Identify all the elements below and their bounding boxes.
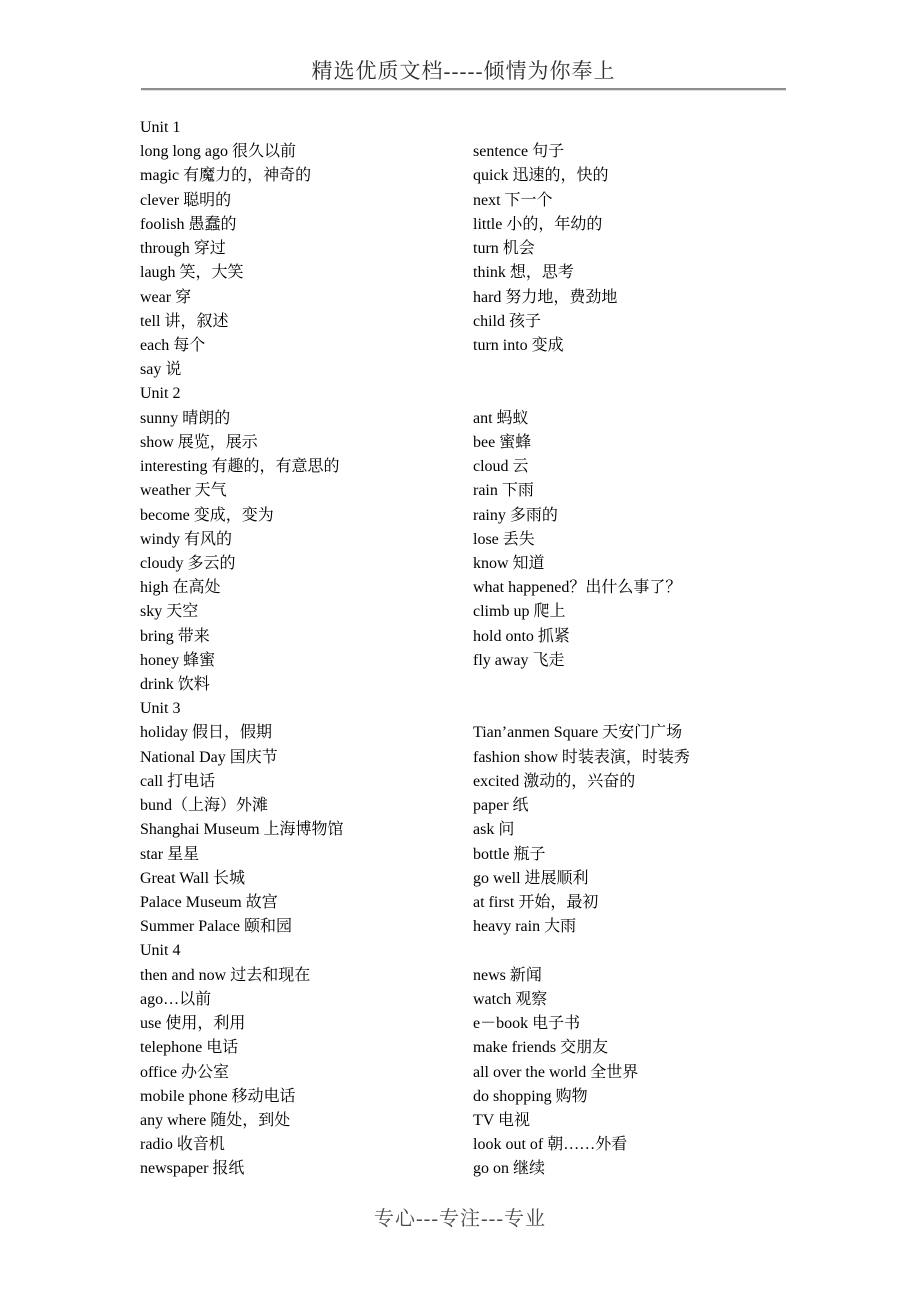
vocab-list [140, 116, 787, 1182]
vocab-entry-left: Shanghai Museum 上海博物馆 [140, 821, 344, 839]
vocab-entry-left: bund（上海）外滩 [140, 797, 269, 815]
vocab-row [140, 213, 787, 237]
vocab-entry-left: sunny 晴朗的 [140, 409, 231, 427]
vocab-entry-left: long long ago 很久以前 [140, 143, 296, 161]
vocab-entry-left: drink 饮料 [140, 676, 210, 694]
vocab-entry-right: sentence 句子 [473, 143, 565, 161]
vocab-row [140, 237, 787, 261]
vocab-entry-left: tell 讲，叙述 [140, 312, 229, 330]
vocab-entry-left: bring 带来 [140, 627, 210, 645]
vocab-row [140, 746, 787, 770]
vocab-row [140, 140, 787, 164]
vocab-entry-left: interesting 有趣的，有意思的 [140, 458, 340, 476]
vocab-entry-right: child 孩子 [473, 312, 541, 330]
vocab-entry-right: hold onto 抓紧 [473, 627, 570, 645]
vocab-entry-right: turn into 变成 [473, 336, 564, 354]
vocab-entry-right: lose 丢失 [473, 530, 535, 548]
vocab-entry-right: bee 蜜蜂 [473, 433, 532, 451]
vocab-row [140, 1036, 787, 1060]
vocab-entry-left: Summer Palace 颐和园 [140, 918, 292, 936]
vocab-entry-left: office 办公室 [140, 1063, 230, 1081]
vocab-entry-left: cloudy 多云的 [140, 554, 236, 572]
vocab-entry-left: holiday 假日，假期 [140, 724, 272, 742]
vocab-row [140, 625, 787, 649]
vocab-entry-right: bottle 瓶子 [473, 845, 546, 863]
vocab-entry-right: what happened？出什么事了？ [473, 579, 682, 597]
vocab-entry-left: ago…以前 [140, 990, 212, 1008]
vocab-row [140, 358, 787, 382]
vocab-entry-right: hard 努力地，费劲地 [473, 288, 618, 306]
vocab-row [140, 310, 787, 334]
page-header: 精选优质文档-----倾情为你奉上 [311, 59, 616, 83]
vocab-entry-right: know 知道 [473, 554, 545, 572]
vocab-entry-left: show 展览，展示 [140, 433, 258, 451]
vocab-entry-right: turn 机会 [473, 240, 535, 258]
vocab-row [140, 843, 787, 867]
vocab-entry-right: all over the world 全世界 [473, 1063, 639, 1081]
vocab-row [140, 164, 787, 188]
vocab-entry-right: rain 下雨 [473, 482, 534, 500]
vocab-entry-left: windy 有风的 [140, 530, 233, 548]
vocab-entry-right: TV 电视 [473, 1111, 531, 1129]
vocab-row [140, 552, 787, 576]
vocab-row [140, 455, 787, 479]
vocab-entry-left: each 每个 [140, 336, 206, 354]
vocab-entry-left: through 穿过 [140, 240, 226, 258]
vocab-entry-left: newspaper 报纸 [140, 1160, 245, 1178]
vocab-entry-left: Palace Museum 故宫 [140, 894, 278, 911]
vocab-entry-left: clever 聪明的 [140, 191, 232, 209]
vocab-row [140, 1109, 787, 1133]
vocab-entry-left: sky 天空 [140, 603, 199, 621]
vocab-row [140, 261, 787, 285]
vocab-entry-right: excited 激动的，兴奋的 [473, 772, 636, 790]
vocab-entry-right: look out of 朝……外看 [473, 1136, 628, 1154]
vocab-entry-right: fashion show 时装表演，时装秀 [473, 748, 690, 766]
vocab-row [140, 867, 787, 891]
vocab-entry-left: wear 穿 [140, 288, 192, 306]
vocab-entry-left: National Day 国庆节 [140, 748, 278, 766]
vocab-row [140, 334, 787, 358]
vocab-row [140, 407, 787, 431]
vocab-entry-left: foolish 愚蠢的 [140, 215, 237, 233]
vocab-entry-right: rainy 多雨的 [473, 506, 558, 524]
vocab-entry-left: high 在高处 [140, 579, 221, 597]
vocab-entry-right: go on 继续 [473, 1160, 546, 1178]
vocab-entry-left: radio 收音机 [140, 1136, 225, 1154]
vocab-entry-right: paper 纸 [473, 797, 529, 815]
vocab-row [140, 528, 787, 552]
vocab-entry-left: weather 天气 [140, 482, 227, 500]
vocab-row [140, 721, 787, 745]
vocab-entry-right: heavy rain 大雨 [473, 918, 577, 936]
vocab-row [140, 891, 787, 915]
vocab-entry-left: mobile phone 移动电话 [140, 1087, 296, 1105]
vocab-entry-right: fly away 飞走 [473, 651, 565, 669]
header-rule [141, 88, 786, 91]
vocab-entry-left: become 变成，变为 [140, 506, 274, 524]
vocab-row [140, 189, 787, 213]
vocab-entry-right: watch 观察 [473, 990, 548, 1008]
vocab-row [140, 915, 787, 939]
vocab-entry-left: magic 有魔力的，神奇的 [140, 167, 312, 185]
unit-heading-row [140, 382, 787, 406]
vocab-row [140, 504, 787, 528]
vocab-row [140, 794, 787, 818]
vocab-row [140, 1157, 787, 1181]
vocab-entry-right: Tian’anmen Square 天安门广场 [473, 724, 683, 742]
vocab-row [140, 1133, 787, 1157]
vocab-entry-left: telephone 电话 [140, 1039, 239, 1057]
vocab-entry-right: quick 迅速的，快的 [473, 167, 609, 185]
vocab-entry-right: little 小的，年幼的 [473, 215, 603, 233]
vocab-entry-right: e－book 电子书 [473, 1015, 581, 1033]
vocab-entry-right: make friends 交朋友 [473, 1039, 609, 1057]
vocab-entry-left: any where 随处，到处 [140, 1111, 291, 1129]
unit-heading: Unit 3 [140, 700, 181, 718]
vocab-row [140, 649, 787, 673]
vocab-entry-left: star 星星 [140, 845, 200, 863]
unit-heading: Unit 4 [140, 942, 181, 960]
vocab-entry-right: climb up 爬上 [473, 603, 566, 621]
vocab-entry-left: honey 蜂蜜 [140, 651, 216, 669]
vocab-entry-right: ask 问 [473, 821, 515, 839]
vocab-row [140, 1061, 787, 1085]
vocab-row [140, 818, 787, 842]
vocab-row [140, 600, 787, 624]
vocab-entry-left: say 说 [140, 361, 182, 379]
vocab-entry-right: cloud 云 [473, 458, 529, 476]
vocab-entry-right: next 下一个 [473, 191, 553, 209]
vocab-row [140, 673, 787, 697]
vocab-entry-right: think 想，思考 [473, 264, 574, 282]
vocab-entry-right: ant 蚂蚁 [473, 409, 529, 427]
vocab-row [140, 576, 787, 600]
unit-heading: Unit 1 [140, 119, 181, 136]
page-footer: 专心---专注---专业 [374, 1208, 546, 1230]
unit-heading-row [140, 116, 787, 140]
unit-heading: Unit 2 [140, 385, 181, 403]
vocab-entry-left: use 使用，利用 [140, 1015, 246, 1033]
unit-heading-row [140, 697, 787, 721]
vocab-row [140, 286, 787, 310]
vocab-entry-left: Great Wall 长城 [140, 869, 246, 887]
vocab-row [140, 431, 787, 455]
vocab-row [140, 1085, 787, 1109]
vocab-entry-right: go well 进展顺利 [473, 869, 589, 887]
vocab-row [140, 964, 787, 988]
vocab-row [140, 1012, 787, 1036]
vocab-entry-left: laugh 笑，大笑 [140, 264, 244, 282]
vocab-entry-right: at first 开始，最初 [473, 894, 599, 911]
unit-heading-row [140, 939, 787, 963]
vocab-row [140, 479, 787, 503]
vocab-row [140, 770, 787, 794]
vocab-entry-right: do shopping 购物 [473, 1087, 588, 1105]
vocab-entry-right: news 新闻 [473, 966, 542, 984]
vocab-row [140, 988, 787, 1012]
vocab-entry-left: call 打电话 [140, 772, 216, 790]
vocab-entry-left: then and now 过去和现在 [140, 966, 311, 984]
